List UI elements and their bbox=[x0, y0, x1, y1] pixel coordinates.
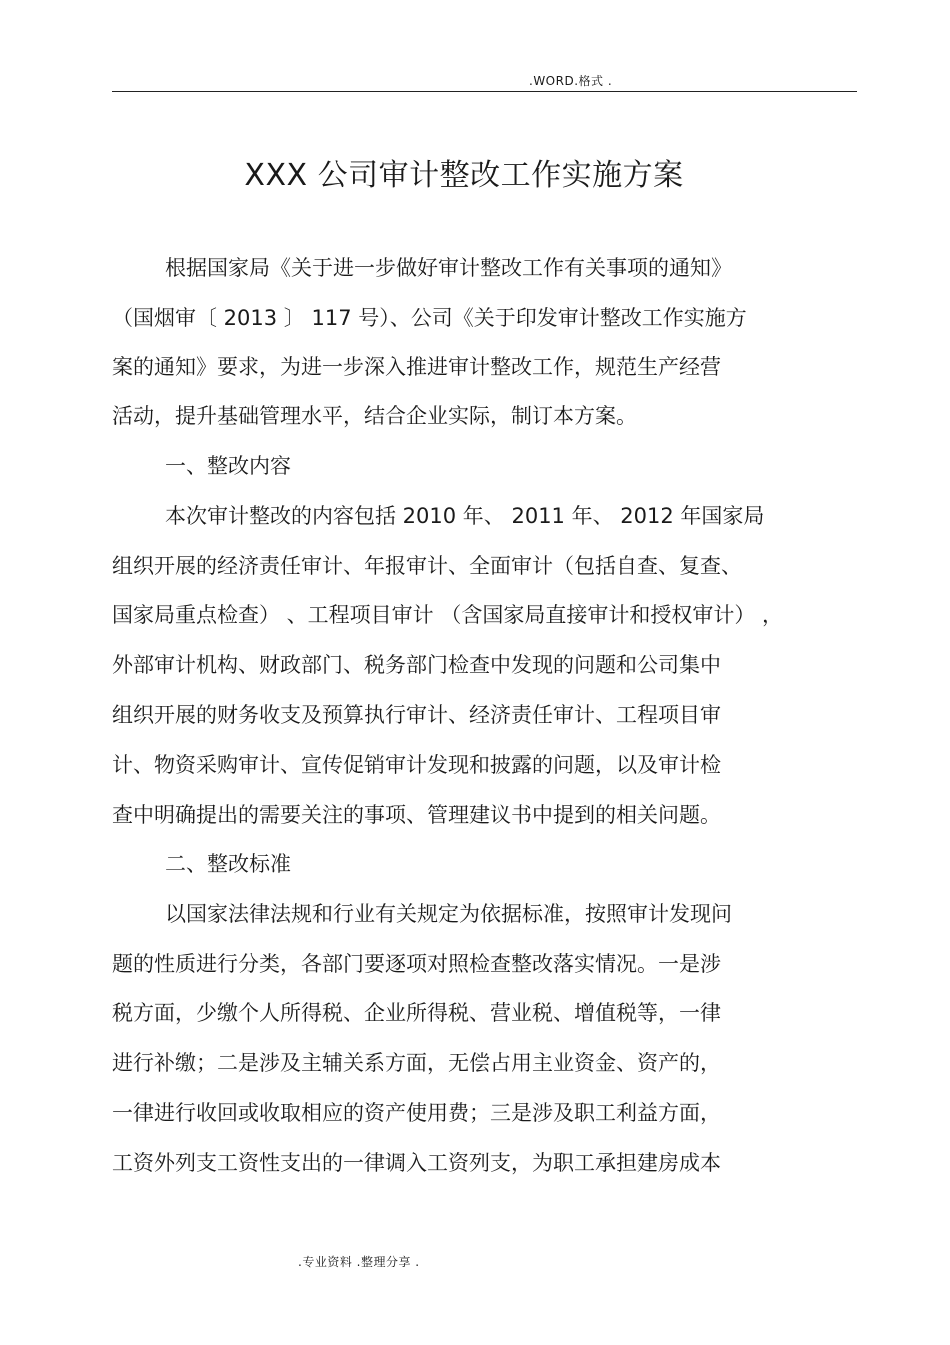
section-heading: 二、整改标准 bbox=[165, 852, 291, 876]
paragraph-line: 组织开展的财务收支及预算执行审计、经济责任审计、工程项目审 bbox=[112, 703, 721, 727]
paragraph-line: 组织开展的经济责任审计、年报审计、全面审计（包括自查、复查、 bbox=[112, 554, 742, 578]
paragraph-line: 一律进行收回或收取相应的资产使用费；三是涉及职工利益方面， bbox=[112, 1101, 721, 1125]
page-footer: .专业资料 .整理分享 . bbox=[298, 1255, 420, 1269]
page-header: .WORD.格式 . bbox=[529, 74, 613, 88]
paragraph-line: 以国家法律法规和行业有关规定为依据标准，按照审计发现问 bbox=[165, 902, 732, 926]
document-title: XXX 公司审计整改工作实施方案 bbox=[244, 158, 684, 193]
header-divider bbox=[112, 91, 857, 92]
paragraph-line: 国家局重点检查） 、工程项目审计 （含国家局直接审计和授权审计） ， bbox=[112, 603, 784, 627]
paragraph-line: 计、物资采购审计、宣传促销审计发现和披露的问题，以及审计检 bbox=[112, 753, 721, 777]
paragraph-line: 题的性质进行分类，各部门要逐项对照检查整改落实情况。一是涉 bbox=[112, 952, 721, 976]
paragraph-line: 活动，提升基础管理水平，结合企业实际，制订本方案。 bbox=[112, 404, 637, 428]
paragraph-line: 本次审计整改的内容包括 2010 年、 2011 年、 2012 年国家局 bbox=[165, 504, 765, 528]
paragraph-line: 根据国家局《关于进一步做好审计整改工作有关事项的通知》 bbox=[165, 256, 732, 280]
paragraph-line: 案的通知》要求，为进一步深入推进审计整改工作，规范生产经营 bbox=[112, 355, 721, 379]
section-heading: 一、整改内容 bbox=[165, 454, 291, 478]
paragraph-line: 查中明确提出的需要关注的事项、管理建议书中提到的相关问题。 bbox=[112, 803, 721, 827]
paragraph-line: 外部审计机构、财政部门、税务部门检查中发现的问题和公司集中 bbox=[112, 653, 721, 677]
paragraph-line: 工资外列支工资性支出的一律调入工资列支，为职工承担建房成本 bbox=[112, 1151, 721, 1175]
paragraph-line: 税方面，少缴个人所得税、企业所得税、营业税、增值税等，一律 bbox=[112, 1001, 721, 1025]
paragraph-line: 进行补缴；二是涉及主辅关系方面，无偿占用主业资金、资产的， bbox=[112, 1051, 721, 1075]
paragraph-line: （国烟审〔 2013 〕 117 号）、公司《关于印发审计整改工作实施方 bbox=[112, 306, 747, 330]
